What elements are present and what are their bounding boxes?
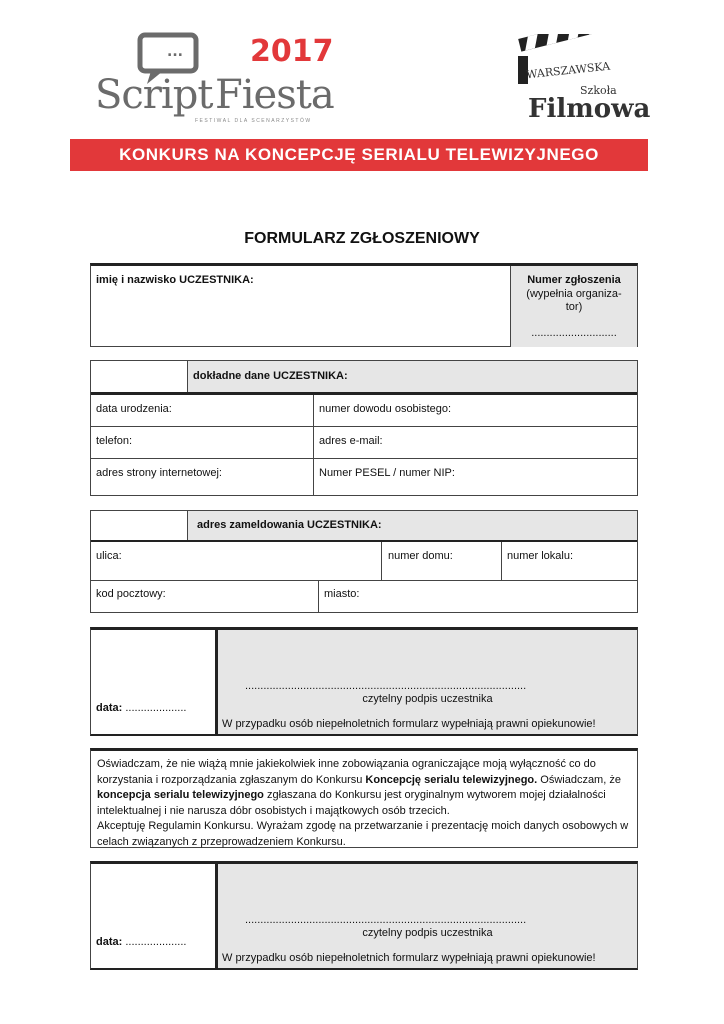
- declaration-part: zgłaszana do Konkursu jest oryginalnym wytworem mojej działalności intelektualnej i nie narusza dóbr osobistych i majątkowych osób trzecich.: [97, 789, 606, 817]
- birth-date-field[interactable]: data urodzenia:: [96, 403, 172, 415]
- logo-tagline: FESTIWAL DLA SCENARZYSTÓW: [195, 118, 312, 124]
- logo-word-script: Script: [95, 72, 213, 118]
- street-field[interactable]: ulica:: [96, 550, 122, 562]
- declaration-emphasis: Koncepcję serialu telewizyjnego.: [365, 773, 538, 786]
- date-label: data:: [96, 936, 123, 948]
- postal-code-field[interactable]: kod pocztowy:: [96, 588, 166, 600]
- divider: [91, 540, 637, 542]
- pesel-field[interactable]: Numer PESEL / numer NIP:: [319, 467, 455, 479]
- city-field[interactable]: miasto:: [324, 588, 360, 600]
- signature-field[interactable]: ............................................................................................: [245, 680, 527, 692]
- date-row: [96, 702, 186, 714]
- bubble-dots: ...: [167, 44, 183, 60]
- declaration-part: Oświadczam, że: [537, 773, 621, 786]
- signature-caption: czytelny podpis uczestnika: [362, 927, 493, 939]
- divider: [91, 580, 637, 581]
- logo-word-fiesta: Fiesta: [215, 72, 334, 118]
- contest-banner: KONKURS NA KONCEPCJĘ SERIALU TELEWIZYJNEGO: [70, 139, 648, 171]
- script-fiesta-logo: [95, 32, 345, 127]
- signature-block-2: [90, 861, 638, 970]
- guardian-note: W przypadku osób niepełnoletnich formularz wypełniają prawni opiekunowie!: [222, 952, 596, 964]
- application-number-note-2: tor): [565, 301, 583, 313]
- declaration-text: [90, 748, 638, 848]
- participant-table: [90, 263, 638, 347]
- participant-name-label: imię i nazwisko UCZESTNIKA:: [96, 274, 254, 286]
- divider: [381, 542, 382, 580]
- application-number-cell: [510, 266, 637, 347]
- declaration-consent: Akceptuję Regulamin Konkursu. Wyrażam zgodę na przetwarzanie i prezentację moich danych osobowych w celach związanych z przeprowadzeniem Konkursu.: [97, 820, 629, 848]
- divider: [318, 581, 319, 612]
- divider: [91, 458, 637, 459]
- signature-caption: czytelny podpis uczestnika: [362, 693, 493, 705]
- logo-year: 2017: [250, 34, 334, 69]
- application-number-label: Numer zgłoszenia: [527, 274, 621, 286]
- school-name-middle: Szkoła: [580, 84, 617, 97]
- website-field[interactable]: adres strony internetowej:: [96, 467, 222, 479]
- house-number-field[interactable]: numer domu:: [388, 550, 453, 562]
- divider: [91, 426, 637, 427]
- application-number-note-1: (wypełnia organiza-: [526, 288, 622, 300]
- divider: [313, 395, 314, 495]
- signature-field[interactable]: ............................................................................................: [245, 914, 527, 926]
- phone-field[interactable]: telefon:: [96, 435, 133, 447]
- date-field[interactable]: ....................: [125, 702, 187, 714]
- declaration-part: Oświadczam, że nie wiążą mnie jakiekolwiek inne zobowiązania ograniczające moją wyłączność co do korzystania i rozporządzania zgłaszanym do Konkursu: [97, 758, 596, 786]
- date-label: data:: [96, 702, 123, 714]
- declaration-emphasis: koncepcja serialu telewizyjnego: [97, 789, 264, 801]
- signature-block-1: [90, 627, 638, 736]
- form-title: FORMULARZ ZGŁOSZENIOWY: [244, 230, 480, 247]
- date-row: [96, 936, 186, 948]
- id-number-field[interactable]: numer dowodu osobistego:: [319, 403, 452, 415]
- film-school-logo: [514, 34, 651, 126]
- guardian-note: W przypadku osób niepełnoletnich formularz wypełniają prawni opiekunowie!: [222, 718, 596, 730]
- details-header: dokładne dane UCZESTNIKA:: [193, 370, 348, 382]
- address-table: [90, 510, 638, 613]
- divider: [501, 542, 502, 580]
- school-name-bottom: Filmowa: [528, 94, 651, 124]
- school-name-top: WARSZAWSKA: [525, 59, 611, 82]
- address-header: adres zameldowania UCZESTNIKA:: [197, 519, 382, 531]
- email-field[interactable]: adres e-mail:: [319, 435, 383, 447]
- date-field[interactable]: ....................: [125, 936, 187, 948]
- details-table: [90, 360, 638, 496]
- application-number-dots: ............................: [531, 327, 617, 339]
- divider: [91, 392, 637, 395]
- flat-number-field[interactable]: numer lokalu:: [507, 550, 574, 562]
